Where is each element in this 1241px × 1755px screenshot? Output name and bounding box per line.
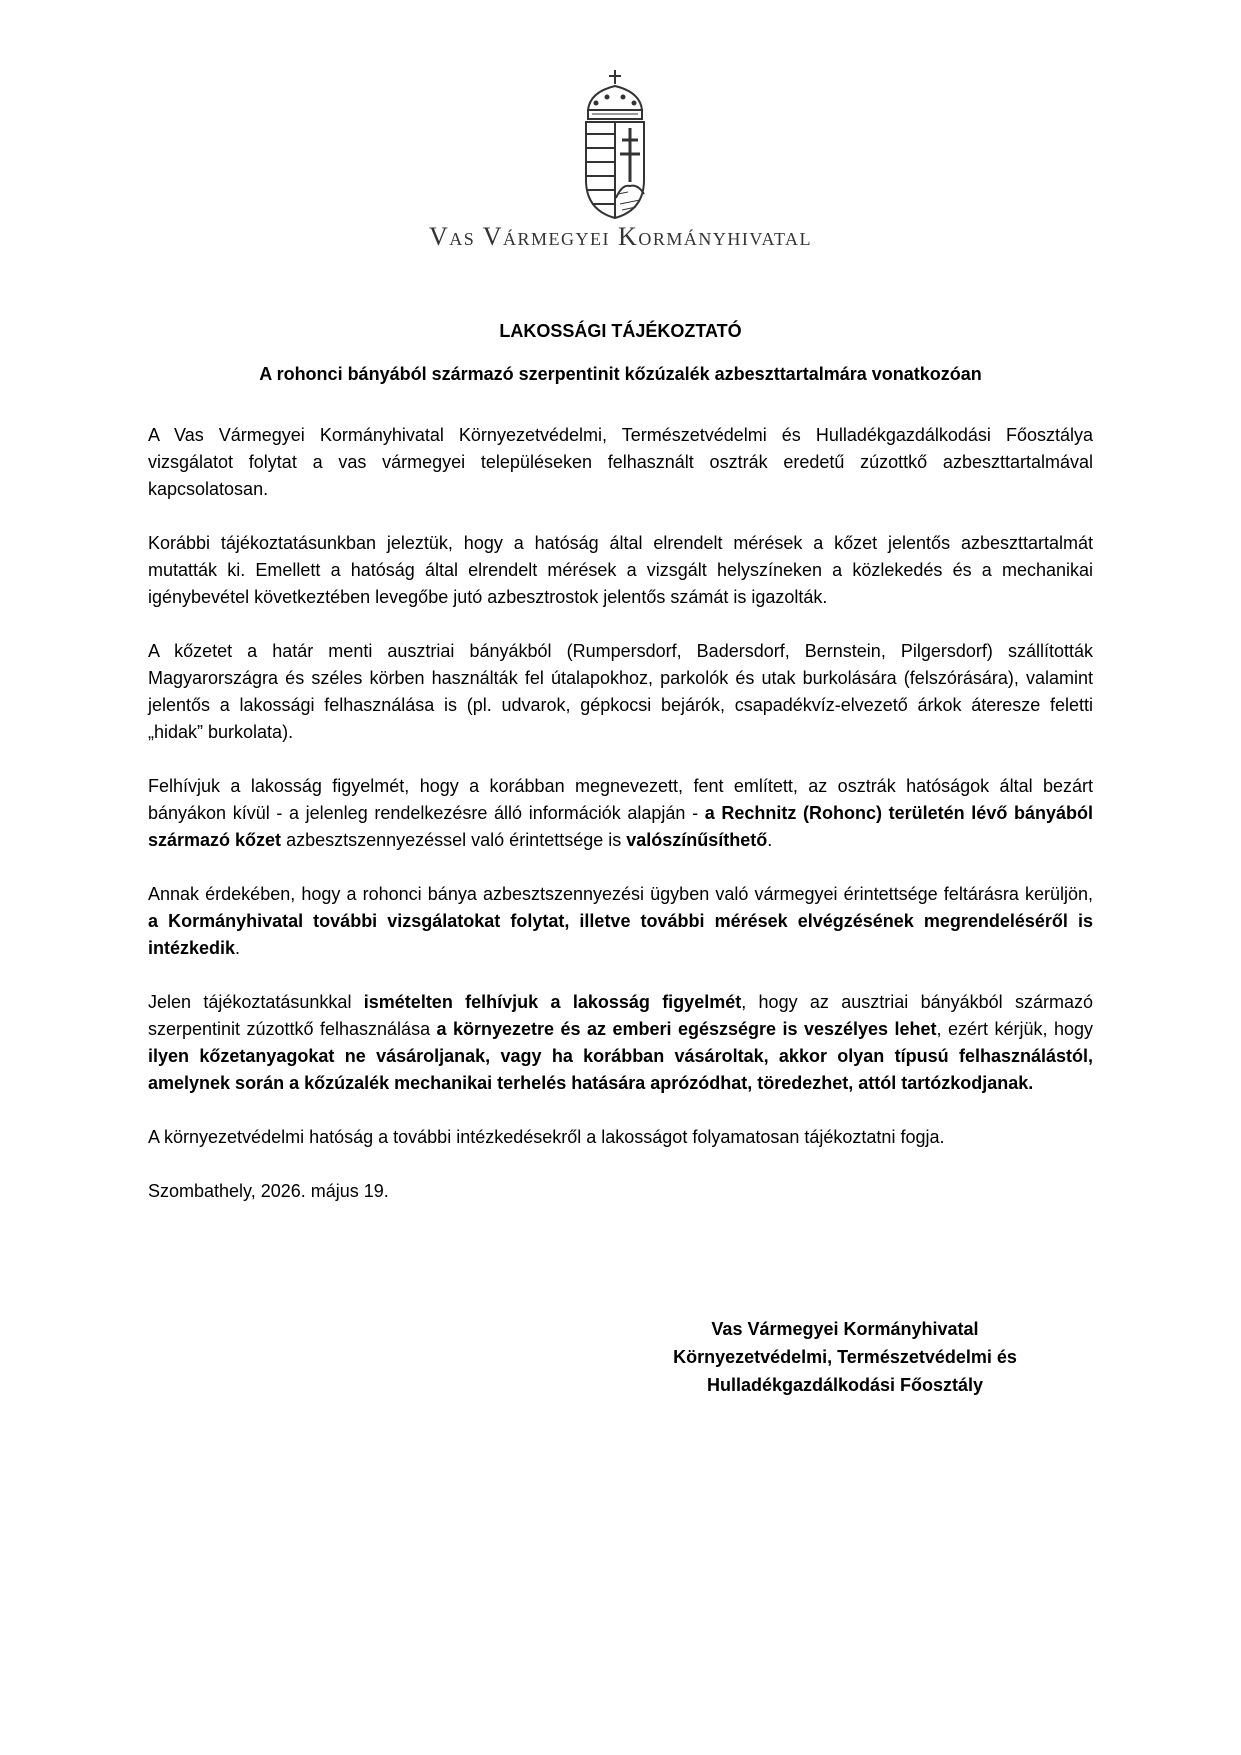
paragraph-6-text-2: , hogy az ausztriai bányákból származó szerpentinit zúzottkő felhasználása [148,992,1093,1039]
signature-line-1: Vas Vármegyei Kormányhivatal [711,1319,979,1339]
paragraph-5-text-2: . [235,938,241,958]
document-subtitle: A rohonci bányából származó szerpentinit kőzúzalék azbeszttartalmára vonatkozóan [259,364,982,384]
paragraph-6-bold-3: ilyen kőzetanyagokat ne vásároljanak, vagy ha korábban vásároltak, akkor olyan típusú felhasználástól, amelynek során a kőzúzalék mechanikai terhelés hatására aprózódhat, töredezhet, attól tartózkodjanak. [148,1046,1093,1093]
signature-line-2: Környezetvédelmi, Természetvédelmi és [673,1347,1017,1367]
paragraph-3: A kőzetet a határ menti ausztriai bányákból (Rumpersdorf, Badersdorf, Bernstein, Pilgersdorf) szállították Magyarországra és széles körben használták fel útalapokhoz, parkolók és utak burkolására (felszórására), valamint jelentős a lakossági felhasználása is (pl. udvarok, gépkocsi bejárók, csapadékvíz-elvezető árkok áteresze feletti „hidak” burkolata). [148,641,1093,742]
paragraph-4-bold-1: a Rechnitz (Rohonc) területén lévő bányából származó kőzet [148,803,1093,850]
paragraph-6-bold-2: a környezetre és az emberi egészségre is veszélyes lehet [436,1019,937,1039]
paragraph-7: A környezetvédelmi hatóság a további intézkedésekről a lakosságot folyamatosan tájékoztatni fogja. [148,1127,945,1147]
paragraph-4 [148,773,1093,854]
paragraph-6-text-1: Jelen tájékoztatásunkkal [148,992,364,1012]
document-title: LAKOSSÁGI TÁJÉKOZTATÓ [499,321,742,341]
paragraph-2: Korábbi tájékoztatásunkban jeleztük, hogy a hatóság által elrendelt mérések a kőzet jelentős azbeszttartalmát mutatták ki. Emellett a hatóság által elrendelt mérések a vizsgált helyszíneken a közlekedés és a mechanikai igénybevétel következtében levegőbe jutó azbesztrostok jelentős számát is igazolták. [148,533,1093,607]
paragraph-4-text-3: . [767,830,773,850]
paragraph-4-text-1: Felhívjuk a lakosság figyelmét, hogy a korábban megnevezett, fent említett, az osztrák hatóságok által bezárt bányákon kívül - a jelenleg rendelkezésre álló információk alapján - [148,776,1093,823]
paragraph-6 [148,989,1093,1097]
paragraph-6-text-3: , ezért kérjük, hogy [936,1019,1093,1039]
paragraph-5 [148,881,1093,962]
hungarian-coat-of-arms-icon [580,70,650,220]
agency-name: Vas Vármegyei Kormányhivatal [428,222,813,251]
signature-block [620,1315,1070,1399]
date-line: Szombathely, 2026. május 19. [148,1181,389,1201]
paragraph-4-bold-2: valószínűsíthető [626,830,768,850]
paragraph-5-bold-1: a Kormányhivatal további vizsgálatokat folytat, illetve további mérések elvégzésének megrendeléséről is intézkedik [148,911,1093,958]
document-body [148,422,1093,1232]
paragraph-4-text-2: azbesztszennyezéssel való érintettsége is [281,830,627,850]
paragraph-5-text-1: Annak érdekében, hogy a rohonci bánya azbesztszennyezési ügyben való vármegyei érintettsége feltárásra kerüljön, [148,884,1093,904]
paragraph-1: A Vas Vármegyei Kormányhivatal Környezetvédelmi, Természetvédelmi és Hulladékgazdálkodási Főosztálya vizsgálatot folytat a vas vármegyei településeken felhasznált osztrák eredetű zúzottkő azbeszttartalmával kapcsolatosan. [148,425,1093,499]
paragraph-6-bold-1: ismételten felhívjuk a lakosság figyelmét [363,992,742,1012]
signature-line-3: Hulladékgazdálkodási Főosztály [706,1375,984,1395]
